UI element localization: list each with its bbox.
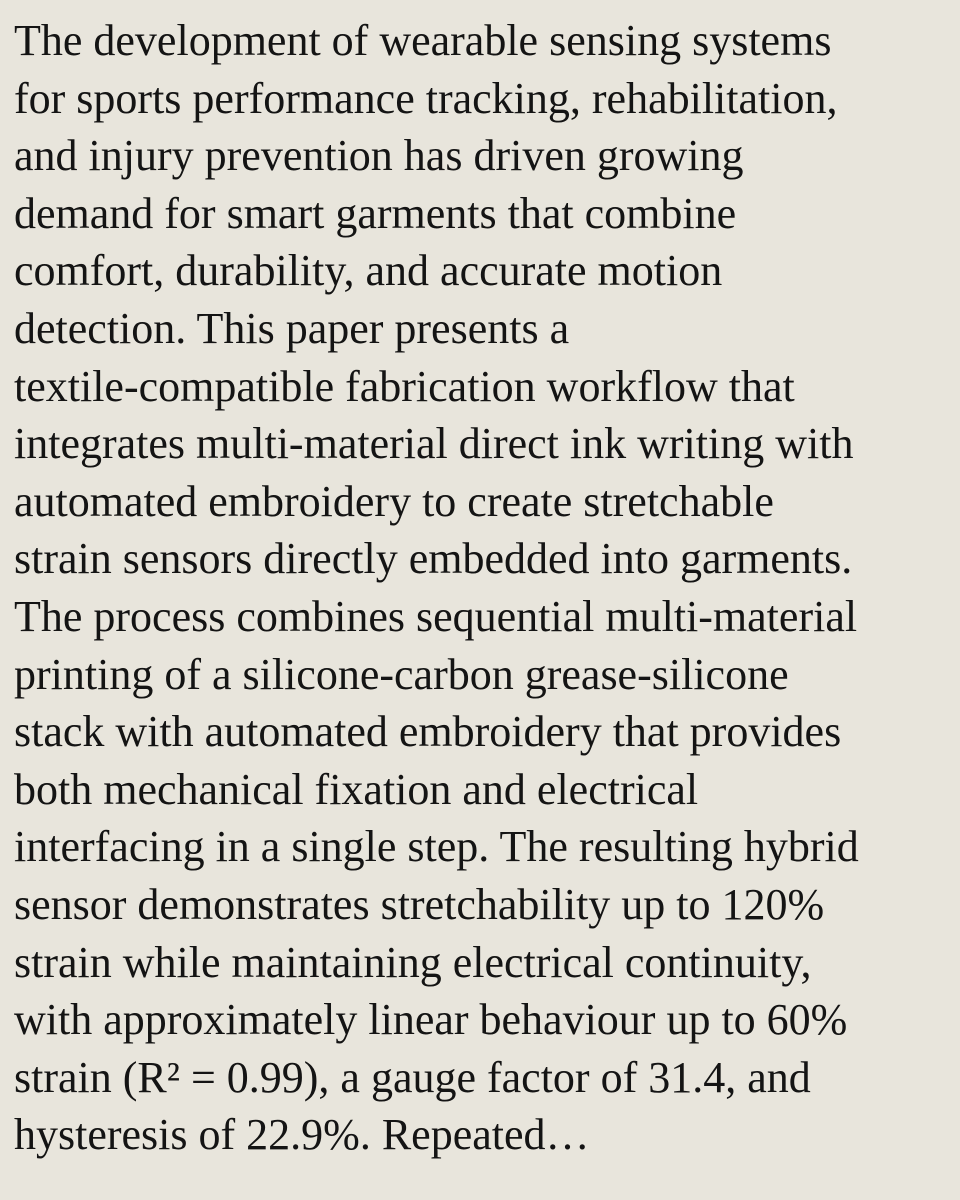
- text-line: with approximately linear behaviour up to 60%: [14, 995, 848, 1045]
- text-line: integrates multi-material direct ink writing with: [14, 419, 854, 469]
- text-line: detection. This paper presents a: [14, 303, 570, 353]
- text-line: The development of wearable sensing systems: [14, 16, 832, 65]
- text-line: stack with automated embroidery that provides: [14, 707, 842, 757]
- text-line: interfacing in a single step. The resulting hybrid: [14, 822, 859, 872]
- text-line: hysteresis of 22.9%. Repeated…: [14, 1110, 590, 1160]
- abstract-text: [14, 12, 859, 1164]
- text-line: printing of a silicone-carbon grease-silicone: [14, 649, 789, 699]
- text-line: strain sensors directly embedded into garments.: [14, 534, 853, 584]
- text-line: textile-compatible fabrication workflow that: [14, 361, 795, 411]
- text-line: demand for smart garments that combine: [14, 188, 737, 238]
- text-line: and injury prevention has driven growing: [14, 131, 744, 181]
- text-line: for sports performance tracking, rehabilitation,: [14, 73, 838, 123]
- text-line: both mechanical fixation and electrical: [14, 764, 699, 814]
- text-line: strain while maintaining electrical continuity,: [14, 937, 812, 987]
- text-line: sensor demonstrates stretchability up to 120%: [14, 879, 825, 929]
- text-line: automated embroidery to create stretchable: [14, 476, 774, 526]
- text-line: The process combines sequential multi-material: [14, 591, 858, 641]
- text-line: comfort, durability, and accurate motion: [14, 246, 723, 296]
- text-line: strain (R² = 0.99), a gauge factor of 31.4, and: [14, 1052, 811, 1102]
